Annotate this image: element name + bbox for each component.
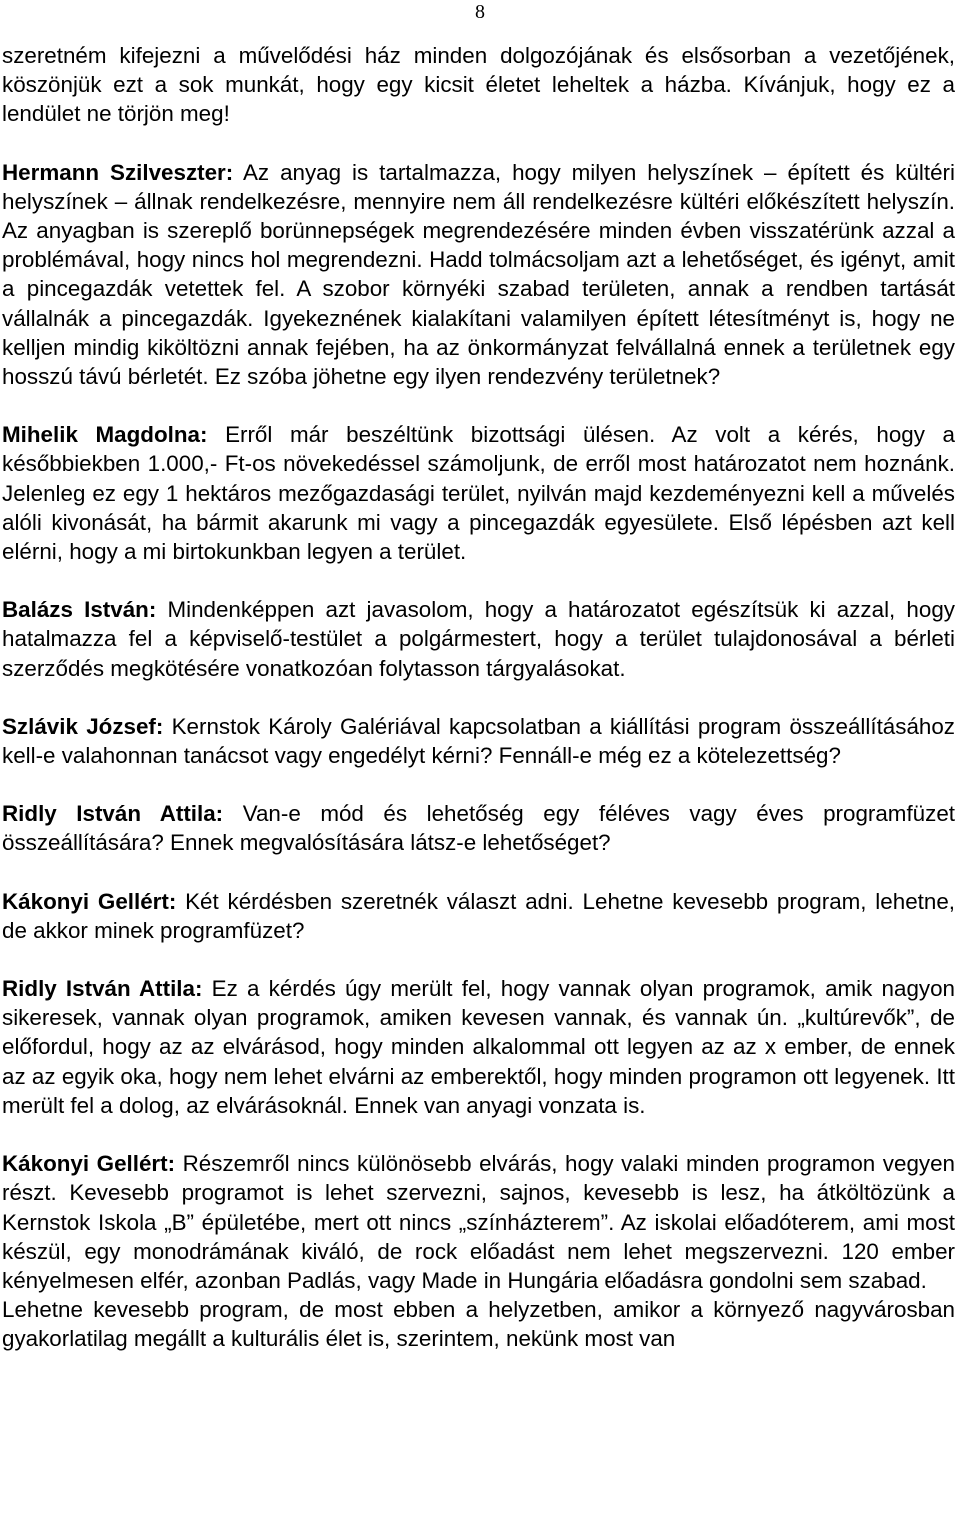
speaker-name: Szlávik József: xyxy=(2,713,164,739)
speaker-name: Mihelik Magdolna: xyxy=(2,422,208,448)
paragraph-text: Ez a kérdés úgy merült fel, hogy vannak olyan programok, amik nagyon sikeresek, vannak olyan programok, amiken kevesen vannak, és vannak ún. „kultúrevők”, de előfordul, hogy az az elvárásod, hogy minden alkalommal ott legyen az az x ember, de ennek az az egyik oka, hogy nem lehet elvárni az emberektől, hogy minden programon ott legyenek. Itt merült fel a dolog, az elvárásoknál. Ennek van anyagi vonzata is. xyxy=(2,976,956,1118)
paragraph-text: Mindenképpen azt javasolom, hogy a határozatot egészítsük ki azzal, hogy hatalmazza fel a képviselő-testület a polgármestert, hogy a terület tulajdonosával a bérleti szerződés megkötésére vonatkozóan folytasson tárgyalásokat. xyxy=(2,597,955,681)
paragraph-text: Erről már beszéltünk bizottsági ülésen. Az volt a kérés, hogy a későbbiekben 1.000,- Ft-os növekedéssel számoljunk, de erről most határozatot nem hoznánk. Jelenleg ez egy 1 hektáros mezőgazdasági terület, nyilván majd kezdeményezni kell a művelés alóli kivonását, ha bármit akarunk mi vagy a pincegazdák egyesülete. Első lépésben azt kell elérni, hogy a mi birtokunkban legyen a terület. xyxy=(2,422,955,565)
page-number: 8 xyxy=(475,1,485,23)
paragraph-ridly-2 xyxy=(2,974,955,1120)
paragraph-text: Az anyag is tartalmazza, hogy milyen helyszínek – épített és kültéri helyszínek – állnak rendelkezésre, mennyire nem áll rendelkezésre kültéri előkészített helyszín. Az anyagban is szereplő borünnepségek megrendezésére minden évben visszatérünk azzal a problémával, hogy nincs hol megrendezni. Hadd tolmácsoljam azt a lehetőséget, és igényt, amit a pincegazdák vetettek fel. A szobor környéki szabad területen, annak a rendben tartását vállalnák a pincegazdák. Igyekeznének kialakítani valamilyen épített létesítményt is, hogy ne kelljen mindig kiköltözni annak fejében, ha az önkormányzat felvállalná ennek a területnek egy hosszú távú bérletét. Ez szóba jöhetne egy ilyen rendezvény területnek? xyxy=(2,159,955,390)
paragraph-text: szeretném kifejezni a művelődési ház minden dolgozójának és elsősorban a vezetőjének, köszönjük ezt a sok munkát, hogy egy kicsit életet leheltek a házba. Kívánjuk, hogy ez a lendület ne törjön meg! xyxy=(2,43,955,127)
paragraph-mihelik xyxy=(2,420,955,566)
paragraph-text: Részemről nincs különösebb elvárás, hogy valaki minden programon vegyen részt. Kevesebb programot is lehet szervezni, sajnos, kevesebb is lesz, ha átköltözünk a Kernstok Iskola „B” épületébe, mert ott nincs „színházterem”. Az iskolai előadóterem, ami most készül, egy monodrámának kiváló, de rock előadást nem lehet megszervezni. 120 ember kényelmesen elfér, azonban Padlás, vagy Made in Hungária előadásra gondolni sem szabad. xyxy=(2,1151,955,1293)
speaker-name: Kákonyi Gellért: xyxy=(2,888,177,914)
document-body xyxy=(2,41,955,1354)
paragraph-intro xyxy=(2,41,955,129)
speaker-name: Kákonyi Gellért: xyxy=(2,1151,176,1177)
paragraph-text: Van-e mód és lehetőség egy féléves vagy éves programfüzet összeállítására? Ennek megvalósítására látsz-e lehetőséget? xyxy=(2,801,955,856)
paragraph-kakonyi-1 xyxy=(2,887,955,945)
speaker-name: Balázs István: xyxy=(2,597,157,623)
paragraph-szlavik xyxy=(2,712,955,770)
speaker-name: Ridly István Attila: xyxy=(2,976,203,1002)
paragraph-hermann xyxy=(2,158,955,392)
speaker-name: Hermann Szilveszter: xyxy=(2,159,234,185)
paragraph-ridly-1 xyxy=(2,799,955,857)
paragraph-text: Kernstok Károly Galériával kapcsolatban a kiállítási program összeállításához kell-e valahonnan tanácsot vagy engedélyt kérni? Fennáll-e még ez a kötelezettség? xyxy=(2,713,955,769)
paragraph-kakonyi-2 xyxy=(2,1149,955,1295)
paragraph-text: Két kérdésben szeretnék választ adni. Lehetne kevesebb program, lehetne, de akkor minek programfüzet? xyxy=(2,888,955,943)
paragraph-text: Lehetne kevesebb program, de most ebben a helyzetben, amikor a környező nagyvárosban gyakorlatilag megállt a kulturális élet is, szerintem, nekünk most van xyxy=(2,1297,955,1352)
paragraph-balazs xyxy=(2,595,955,683)
paragraph-continuation xyxy=(2,1295,955,1353)
speaker-name: Ridly István Attila: xyxy=(2,801,224,827)
